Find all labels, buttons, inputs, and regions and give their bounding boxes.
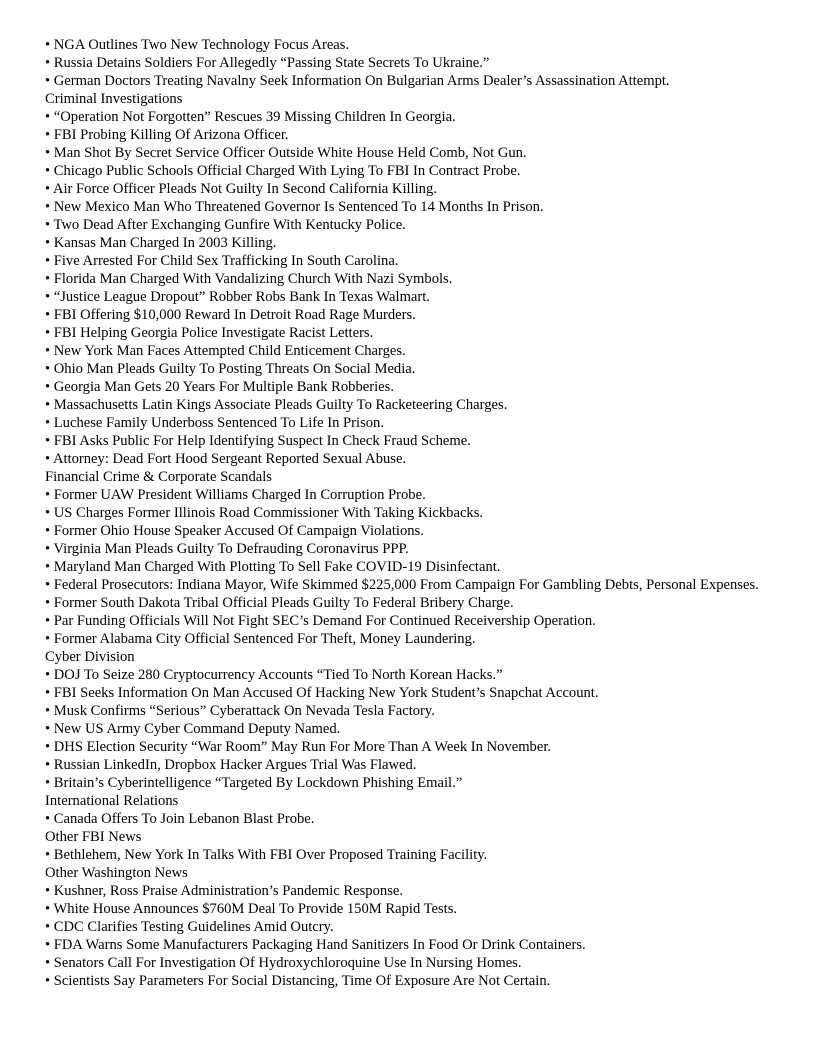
headline-item: • New York Man Faces Attempted Child Enticement Charges. xyxy=(45,343,406,359)
section-heading: Financial Crime & Corporate Scandals xyxy=(45,469,272,485)
headline-item: • Britain’s Cyberintelligence “Targeted By Lockdown Phishing Email.” xyxy=(45,775,463,791)
headline-item: • Scientists Say Parameters For Social Distancing, Time Of Exposure Are Not Certain. xyxy=(45,973,551,989)
headline-item: • Canada Offers To Join Lebanon Blast Probe. xyxy=(45,811,315,827)
headline-item: • Virginia Man Pleads Guilty To Defrauding Coronavirus PPP. xyxy=(45,541,409,557)
headline-item: • Federal Prosecutors: Indiana Mayor, Wife Skimmed $225,000 From Campaign For Gambling Debts, Personal Expenses. xyxy=(45,577,759,593)
headline-item: • Bethlehem, New York In Talks With FBI Over Proposed Training Facility. xyxy=(45,847,488,863)
headline-item: • German Doctors Treating Navalny Seek Information On Bulgarian Arms Dealer’s Assassination Attempt. xyxy=(45,73,670,89)
headline-item: • “Operation Not Forgotten” Rescues 39 Missing Children In Georgia. xyxy=(45,109,456,125)
headline-item: • Former UAW President Williams Charged In Corruption Probe. xyxy=(45,487,426,503)
headline-item: • Former South Dakota Tribal Official Pleads Guilty To Federal Bribery Charge. xyxy=(45,595,514,611)
section-heading: Other FBI News xyxy=(45,829,142,845)
headline-item: • Luchese Family Underboss Sentenced To Life In Prison. xyxy=(45,415,385,431)
headline-item: • CDC Clarifies Testing Guidelines Amid Outcry. xyxy=(45,919,334,935)
headline-item: • White House Announces $760M Deal To Provide 150M Rapid Tests. xyxy=(45,901,458,917)
headline-item: • Maryland Man Charged With Plotting To Sell Fake COVID-19 Disinfectant. xyxy=(45,559,501,575)
headline-item: • Former Ohio House Speaker Accused Of Campaign Violations. xyxy=(45,523,424,539)
headline-item: • Former Alabama City Official Sentenced For Theft, Money Laundering. xyxy=(45,631,476,647)
headline-item: • Two Dead After Exchanging Gunfire With Kentucky Police. xyxy=(45,217,406,233)
headline-item: • FBI Helping Georgia Police Investigate Racist Letters. xyxy=(45,325,374,341)
headline-item: • DOJ To Seize 280 Cryptocurrency Accounts “Tied To North Korean Hacks.” xyxy=(45,667,503,683)
headline-item: • Attorney: Dead Fort Hood Sergeant Reported Sexual Abuse. xyxy=(45,451,407,467)
headline-item: • FBI Offering $10,000 Reward In Detroit Road Rage Murders. xyxy=(45,307,416,323)
headline-item: • Musk Confirms “Serious” Cyberattack On Nevada Tesla Factory. xyxy=(45,703,435,719)
headline-item: • Florida Man Charged With Vandalizing Church With Nazi Symbols. xyxy=(45,271,453,287)
headline-item: • New US Army Cyber Command Deputy Named. xyxy=(45,721,341,737)
headline-item: • Kushner, Ross Praise Administration’s Pandemic Response. xyxy=(45,883,403,899)
headline-item: • “Justice League Dropout” Robber Robs Bank In Texas Walmart. xyxy=(45,289,430,305)
headline-item: • Kansas Man Charged In 2003 Killing. xyxy=(45,235,277,251)
headline-item: • FDA Warns Some Manufacturers Packaging Hand Sanitizers In Food Or Drink Containers. xyxy=(45,937,586,953)
headline-item: • FBI Probing Killing Of Arizona Officer. xyxy=(45,127,289,143)
headline-item: • Russia Detains Soldiers For Allegedly “Passing State Secrets To Ukraine.” xyxy=(45,55,490,71)
section-heading: International Relations xyxy=(45,793,179,809)
headline-item: • Man Shot By Secret Service Officer Outside White House Held Comb, Not Gun. xyxy=(45,145,527,161)
headline-item: • Georgia Man Gets 20 Years For Multiple Bank Robberies. xyxy=(45,379,394,395)
headline-item: • FBI Seeks Information On Man Accused Of Hacking New York Student’s Snapchat Account. xyxy=(45,685,599,701)
headline-item: • Senators Call For Investigation Of Hydroxychloroquine Use In Nursing Homes. xyxy=(45,955,522,971)
section-heading: Criminal Investigations xyxy=(45,91,183,107)
headline-item: • DHS Election Security “War Room” May Run For More Than A Week In November. xyxy=(45,739,552,755)
headline-item: • Air Force Officer Pleads Not Guilty In Second California Killing. xyxy=(45,181,437,197)
headline-item: • Chicago Public Schools Official Charged With Lying To FBI In Contract Probe. xyxy=(45,163,521,179)
headline-item: • FBI Asks Public For Help Identifying Suspect In Check Fraud Scheme. xyxy=(45,433,471,449)
headline-item: • Russian LinkedIn, Dropbox Hacker Argues Trial Was Flawed. xyxy=(45,757,417,773)
headline-item: • NGA Outlines Two New Technology Focus Areas. xyxy=(45,37,350,53)
headline-item: • Massachusetts Latin Kings Associate Pleads Guilty To Racketeering Charges. xyxy=(45,397,508,413)
section-heading: Other Washington News xyxy=(45,865,188,881)
headline-item: • US Charges Former Illinois Road Commissioner With Taking Kickbacks. xyxy=(45,505,484,521)
headline-item: • Five Arrested For Child Sex Trafficking In South Carolina. xyxy=(45,253,399,269)
headline-item: • New Mexico Man Who Threatened Governor Is Sentenced To 14 Months In Prison. xyxy=(45,199,544,215)
headline-item: • Par Funding Officials Will Not Fight SEC’s Demand For Continued Receivership Operation. xyxy=(45,613,596,629)
section-heading: Cyber Division xyxy=(45,649,135,665)
news-digest-page xyxy=(45,36,775,990)
headline-item: • Ohio Man Pleads Guilty To Posting Threats On Social Media. xyxy=(45,361,416,377)
